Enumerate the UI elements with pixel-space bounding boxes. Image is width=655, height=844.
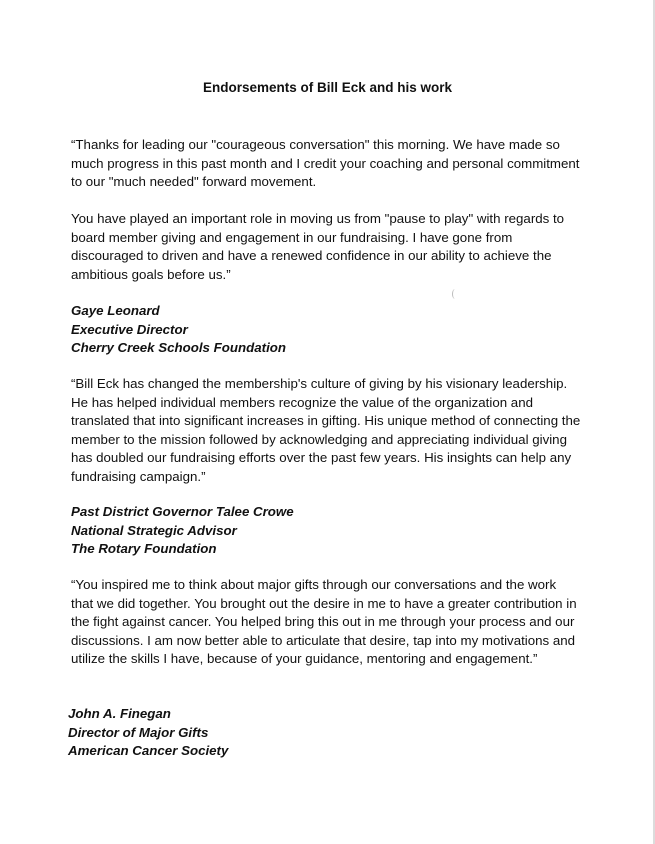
document-title: Endorsements of Bill Eck and his work (202, 80, 453, 95)
endorsement-1-paragraph-2: You have played an important role in moving us from "pause to play" with regards to board member giving and engagement in our fundraising. I have gone from discouraged to driven and have a renewed confidence in our ability to achieve the ambitious goals before us.” (71, 211, 565, 282)
signer-organization: American Cancer Society (68, 743, 229, 759)
endorsement-2-paragraph-1: “Bill Eck has changed the membership's culture of giving by his visionary leadership. He has helped individual members recognize the value of the organization and translated that into significant increases in gifting. His unique method of connecting the member to the mission followed by acknowledging and appreciating individual giving has doubled our fundraising efforts over the past few years. His insights can help any fundraising campaign.” (71, 376, 581, 484)
endorsement-1-paragraph-1: “Thanks for leading our "courageous conversation" this morning. We have made so much progress in this past month and I credit your coaching and personal commitment to our "much needed" forward movement. (71, 137, 580, 190)
signer-title: National Strategic Advisor (71, 522, 237, 538)
endorsement-2-signature (71, 503, 294, 559)
signer-name: Past District Governor Talee Crowe (71, 504, 294, 519)
signer-title: Executive Director (71, 321, 188, 337)
endorsement-3-signature (68, 705, 228, 761)
endorsement-1-signature (71, 302, 286, 358)
signer-title: Director of Major Gifts (68, 724, 209, 740)
signer-name: John A. Finegan (68, 706, 171, 721)
scan-mark (452, 289, 458, 299)
signer-organization: The Rotary Foundation (71, 541, 217, 557)
signer-organization: Cherry Creek Schools Foundation (71, 340, 287, 356)
endorsement-3-paragraph-1: “You inspired me to think about major gifts through our conversations and the work that we did together. You brought out the desire in me to have a greater contribution in the fight against cancer. You helped bring this out in me through your process and our discussions. I am now better able to articulate that desire, tap into my motivations and utilize the skills I have, because of your guidance, mentoring and engagement.” (71, 577, 577, 667)
signer-name: Gaye Leonard (71, 303, 160, 318)
